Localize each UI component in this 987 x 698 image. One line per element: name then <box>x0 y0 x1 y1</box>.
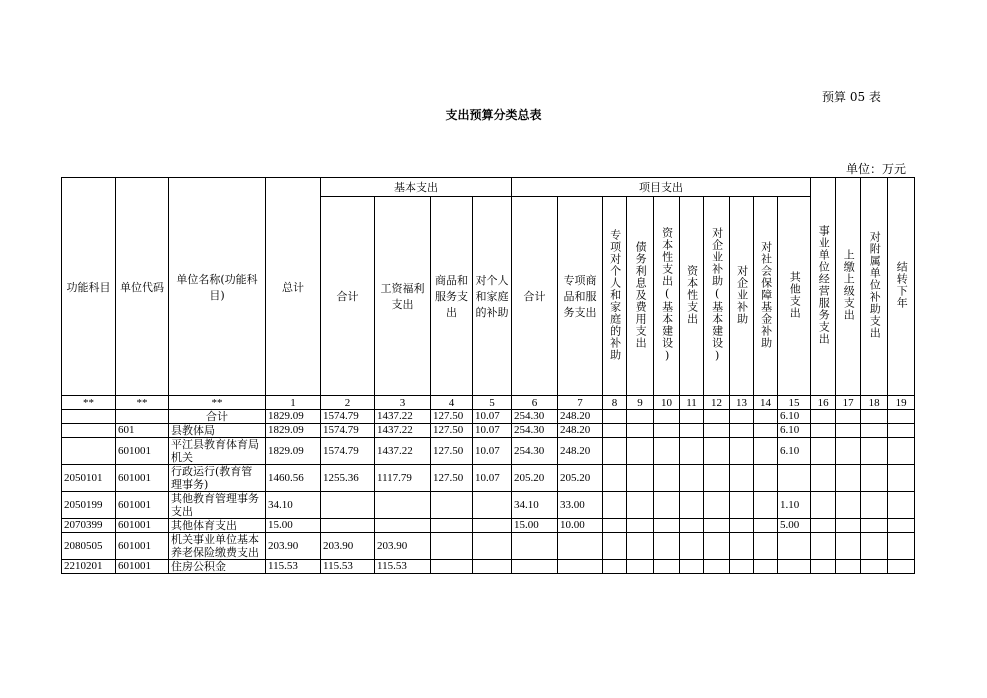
cell-empty <box>680 438 704 465</box>
cell-empty <box>811 560 836 574</box>
table-row <box>62 465 915 492</box>
cell-empty <box>754 465 778 492</box>
cell-b-goods: 127.50 <box>431 410 473 424</box>
header-unit-name: 单位名称(功能科目) <box>169 178 266 396</box>
cell-empty <box>836 492 861 519</box>
cell-b-goods <box>431 492 473 519</box>
cell-p-goods <box>558 560 603 574</box>
header-unit-code: 单位代码 <box>116 178 169 396</box>
cell-empty <box>603 560 627 574</box>
cell-b-total <box>321 492 375 519</box>
cell-empty <box>730 465 754 492</box>
unit-label: 单位：万元 <box>846 162 907 176</box>
cell-empty <box>754 424 778 438</box>
cell-empty <box>680 492 704 519</box>
cell-empty <box>836 533 861 560</box>
header-proj-enterprise <box>730 197 754 396</box>
cell-b-wages: 1117.79 <box>375 465 431 492</box>
cell-b-personal: 10.07 <box>473 465 512 492</box>
cell-total: 15.00 <box>266 519 321 533</box>
cell-total: 1460.56 <box>266 465 321 492</box>
cell-b-wages: 115.53 <box>375 560 431 574</box>
cell-empty <box>861 438 888 465</box>
cell-empty <box>654 519 680 533</box>
cell-empty <box>754 560 778 574</box>
header-total: 总计 <box>266 178 321 396</box>
cell-func: 2080505 <box>62 533 116 560</box>
cell-b-wages <box>375 492 431 519</box>
cell-empty <box>754 519 778 533</box>
cell-b-personal <box>473 519 512 533</box>
cell-code: 601001 <box>116 492 169 519</box>
header-proj-enterprise-text: 对企业补助 <box>735 264 749 325</box>
table-row <box>62 424 915 438</box>
cell-empty <box>730 438 754 465</box>
cell-b-total: 1574.79 <box>321 438 375 465</box>
header-func-code: 功能科目 <box>62 178 116 396</box>
cell-p-total: 254.30 <box>512 438 558 465</box>
cell-code: 601001 <box>116 519 169 533</box>
cell-func <box>62 424 116 438</box>
cell-b-personal: 10.07 <box>473 438 512 465</box>
cell-p-other: 1.10 <box>778 492 811 519</box>
cell-empty <box>627 438 654 465</box>
cell-p-goods: 33.00 <box>558 492 603 519</box>
cell-empty <box>680 519 704 533</box>
cell-empty <box>680 410 704 424</box>
budget-table <box>61 177 915 574</box>
cell-empty <box>888 492 915 519</box>
index-row <box>62 396 915 410</box>
cell-b-wages: 1437.22 <box>375 410 431 424</box>
cell-p-total: 254.30 <box>512 410 558 424</box>
header-inst-operating <box>811 178 836 396</box>
cell-empty <box>730 492 754 519</box>
cell-empty <box>861 492 888 519</box>
header-carryover-text: 结转下年 <box>895 261 909 309</box>
cell-p-other <box>778 533 811 560</box>
table-row <box>62 519 915 533</box>
cell-empty <box>680 560 704 574</box>
cell-empty <box>888 465 915 492</box>
cell-empty <box>811 438 836 465</box>
cell-total: 203.90 <box>266 533 321 560</box>
table-row <box>62 438 915 465</box>
cell-empty <box>603 410 627 424</box>
cell-b-goods <box>431 560 473 574</box>
cell-empty <box>730 533 754 560</box>
index-cell: 17 <box>836 396 861 410</box>
cell-code: 601001 <box>116 533 169 560</box>
cell-empty <box>627 533 654 560</box>
cell-code: 601001 <box>116 438 169 465</box>
cell-empty <box>704 410 730 424</box>
cell-b-wages <box>375 519 431 533</box>
cell-p-other: 6.10 <box>778 424 811 438</box>
cell-total: 115.53 <box>266 560 321 574</box>
cell-empty <box>836 519 861 533</box>
cell-b-personal <box>473 533 512 560</box>
header-proj-capital <box>680 197 704 396</box>
index-cell: ** <box>169 396 266 410</box>
cell-empty <box>861 410 888 424</box>
index-cell: 6 <box>512 396 558 410</box>
cell-p-other: 6.10 <box>778 410 811 424</box>
cell-empty <box>888 424 915 438</box>
cell-empty <box>680 465 704 492</box>
header-basic-group: 基本支出 <box>321 178 512 197</box>
header-upper-pay <box>836 178 861 396</box>
index-cell: 15 <box>778 396 811 410</box>
cell-empty <box>627 519 654 533</box>
cell-empty <box>603 492 627 519</box>
cell-empty <box>704 438 730 465</box>
index-cell: 16 <box>811 396 836 410</box>
header-proj-capital-build-text: 资本性支出(基本建设) <box>660 226 674 363</box>
cell-name: 合计 <box>169 410 266 424</box>
index-cell: 1 <box>266 396 321 410</box>
cell-empty <box>704 465 730 492</box>
cell-empty <box>888 560 915 574</box>
table-row <box>62 492 915 519</box>
cell-empty <box>888 438 915 465</box>
cell-p-goods: 248.20 <box>558 410 603 424</box>
cell-empty <box>861 465 888 492</box>
index-cell: 12 <box>704 396 730 410</box>
header-proj-debt-text: 债务利息及费用支出 <box>634 240 648 349</box>
index-cell: 8 <box>603 396 627 410</box>
cell-p-total <box>512 533 558 560</box>
cell-empty <box>654 424 680 438</box>
cell-empty <box>627 410 654 424</box>
cell-empty <box>861 424 888 438</box>
index-cell: 4 <box>431 396 473 410</box>
cell-total: 1829.09 <box>266 438 321 465</box>
cell-p-other <box>778 560 811 574</box>
cell-empty <box>836 424 861 438</box>
cell-empty <box>704 424 730 438</box>
index-cell: 18 <box>861 396 888 410</box>
cell-code <box>116 410 169 424</box>
header-affiliated <box>861 178 888 396</box>
cell-b-total: 115.53 <box>321 560 375 574</box>
cell-b-personal <box>473 560 512 574</box>
header-proj-social-text: 对社会保障基金补助 <box>759 240 773 349</box>
header-proj-enterprise-build-text: 对企业补助(基本建设) <box>710 226 724 363</box>
cell-empty <box>861 519 888 533</box>
header-proj-enterprise-build <box>704 197 730 396</box>
index-cell: 14 <box>754 396 778 410</box>
header-proj-capital-build <box>654 197 680 396</box>
cell-empty <box>836 438 861 465</box>
cell-name: 机关事业单位基本养老保险缴费支出 <box>169 533 266 560</box>
cell-p-total: 15.00 <box>512 519 558 533</box>
table-row <box>62 410 915 424</box>
cell-empty <box>680 533 704 560</box>
header-basic-goods: 商品和服务支出 <box>431 197 473 396</box>
index-cell: ** <box>116 396 169 410</box>
cell-b-personal: 10.07 <box>473 410 512 424</box>
cell-empty <box>811 492 836 519</box>
cell-empty <box>836 465 861 492</box>
cell-empty <box>603 519 627 533</box>
cell-b-total: 203.90 <box>321 533 375 560</box>
index-cell: 5 <box>473 396 512 410</box>
cell-empty <box>754 492 778 519</box>
cell-p-goods: 248.20 <box>558 438 603 465</box>
cell-empty <box>654 438 680 465</box>
cell-empty <box>680 424 704 438</box>
cell-empty <box>811 519 836 533</box>
header-proj-debt <box>627 197 654 396</box>
cell-func <box>62 410 116 424</box>
cell-empty <box>811 465 836 492</box>
cell-b-wages: 1437.22 <box>375 424 431 438</box>
cell-p-total: 254.30 <box>512 424 558 438</box>
header-basic-personal: 对个人和家庭的补助 <box>473 197 512 396</box>
cell-empty <box>627 424 654 438</box>
index-cell: 13 <box>730 396 754 410</box>
cell-empty <box>603 438 627 465</box>
cell-total: 34.10 <box>266 492 321 519</box>
header-proj-personal-text: 专项对个人和家庭的补助 <box>608 228 622 361</box>
cell-p-total: 34.10 <box>512 492 558 519</box>
cell-b-personal: 10.07 <box>473 424 512 438</box>
cell-b-total: 1574.79 <box>321 410 375 424</box>
index-cell: 9 <box>627 396 654 410</box>
header-basic-total: 合计 <box>321 197 375 396</box>
cell-func: 2210201 <box>62 560 116 574</box>
cell-empty <box>888 410 915 424</box>
document-code: 预算 05 表 <box>822 90 881 104</box>
cell-b-goods <box>431 519 473 533</box>
cell-empty <box>888 533 915 560</box>
cell-empty <box>654 560 680 574</box>
cell-name: 行政运行(教育管理事务) <box>169 465 266 492</box>
header-proj-social <box>754 197 778 396</box>
cell-empty <box>704 533 730 560</box>
cell-total: 1829.09 <box>266 424 321 438</box>
cell-b-total: 1574.79 <box>321 424 375 438</box>
index-cell: 11 <box>680 396 704 410</box>
cell-p-total: 205.20 <box>512 465 558 492</box>
cell-name: 住房公积金 <box>169 560 266 574</box>
cell-empty <box>754 438 778 465</box>
header-proj-goods: 专项商品和服务支出 <box>558 197 603 396</box>
cell-empty <box>861 533 888 560</box>
cell-empty <box>811 424 836 438</box>
cell-empty <box>603 533 627 560</box>
cell-empty <box>730 424 754 438</box>
header-project-group: 项目支出 <box>512 178 811 197</box>
cell-empty <box>603 465 627 492</box>
header-proj-other-text: 其他支出 <box>788 270 802 319</box>
cell-p-total <box>512 560 558 574</box>
header-inst-operating-text: 事业单位经营服务支出 <box>817 225 831 345</box>
cell-empty <box>654 533 680 560</box>
cell-b-goods <box>431 533 473 560</box>
cell-func: 2070399 <box>62 519 116 533</box>
index-cell: 7 <box>558 396 603 410</box>
cell-p-other <box>778 465 811 492</box>
cell-empty <box>704 519 730 533</box>
cell-func <box>62 438 116 465</box>
index-cell: 19 <box>888 396 915 410</box>
header-upper-pay-text: 上缴上级支出 <box>842 249 856 321</box>
cell-empty <box>654 465 680 492</box>
header-basic-wages: 工资福利支出 <box>375 197 431 396</box>
cell-p-goods: 248.20 <box>558 424 603 438</box>
cell-func: 2050101 <box>62 465 116 492</box>
cell-empty <box>836 410 861 424</box>
cell-b-wages: 1437.22 <box>375 438 431 465</box>
cell-empty <box>654 410 680 424</box>
cell-name: 其他教育管理事务支出 <box>169 492 266 519</box>
cell-p-goods: 205.20 <box>558 465 603 492</box>
cell-empty <box>654 492 680 519</box>
cell-b-total <box>321 519 375 533</box>
cell-b-personal <box>473 492 512 519</box>
cell-code: 601001 <box>116 560 169 574</box>
cell-empty <box>603 424 627 438</box>
index-cell: 2 <box>321 396 375 410</box>
document-title: 支出预算分类总表 <box>445 108 542 122</box>
header-proj-personal <box>603 197 627 396</box>
cell-b-total: 1255.36 <box>321 465 375 492</box>
cell-total: 1829.09 <box>266 410 321 424</box>
table-row <box>62 560 915 574</box>
cell-empty <box>811 533 836 560</box>
cell-empty <box>627 465 654 492</box>
cell-b-wages: 203.90 <box>375 533 431 560</box>
cell-func: 2050199 <box>62 492 116 519</box>
cell-empty <box>754 410 778 424</box>
cell-name: 平江县教育体育局机关 <box>169 438 266 465</box>
index-cell: 3 <box>375 396 431 410</box>
table-row <box>62 533 915 560</box>
cell-empty <box>627 560 654 574</box>
cell-empty <box>836 560 861 574</box>
cell-empty <box>861 560 888 574</box>
cell-b-goods: 127.50 <box>431 438 473 465</box>
cell-empty <box>730 410 754 424</box>
cell-name: 县教体局 <box>169 424 266 438</box>
cell-empty <box>704 560 730 574</box>
cell-code: 601001 <box>116 465 169 492</box>
cell-empty <box>811 410 836 424</box>
cell-code: 601 <box>116 424 169 438</box>
header-carryover <box>888 178 915 396</box>
cell-p-other: 5.00 <box>778 519 811 533</box>
header-proj-total: 合计 <box>512 197 558 396</box>
header-proj-other <box>778 197 811 396</box>
cell-p-goods <box>558 533 603 560</box>
cell-empty <box>730 519 754 533</box>
cell-p-other: 6.10 <box>778 438 811 465</box>
cell-empty <box>730 560 754 574</box>
index-cell: 10 <box>654 396 680 410</box>
cell-name: 其他体育支出 <box>169 519 266 533</box>
cell-empty <box>704 492 730 519</box>
cell-empty <box>627 492 654 519</box>
header-affiliated-text: 对附属单位补助支出 <box>868 231 882 339</box>
cell-empty <box>888 519 915 533</box>
cell-p-goods: 10.00 <box>558 519 603 533</box>
cell-b-goods: 127.50 <box>431 424 473 438</box>
cell-b-goods: 127.50 <box>431 465 473 492</box>
header-proj-capital-text: 资本性支出 <box>685 264 699 325</box>
index-cell: ** <box>62 396 116 410</box>
cell-empty <box>754 533 778 560</box>
